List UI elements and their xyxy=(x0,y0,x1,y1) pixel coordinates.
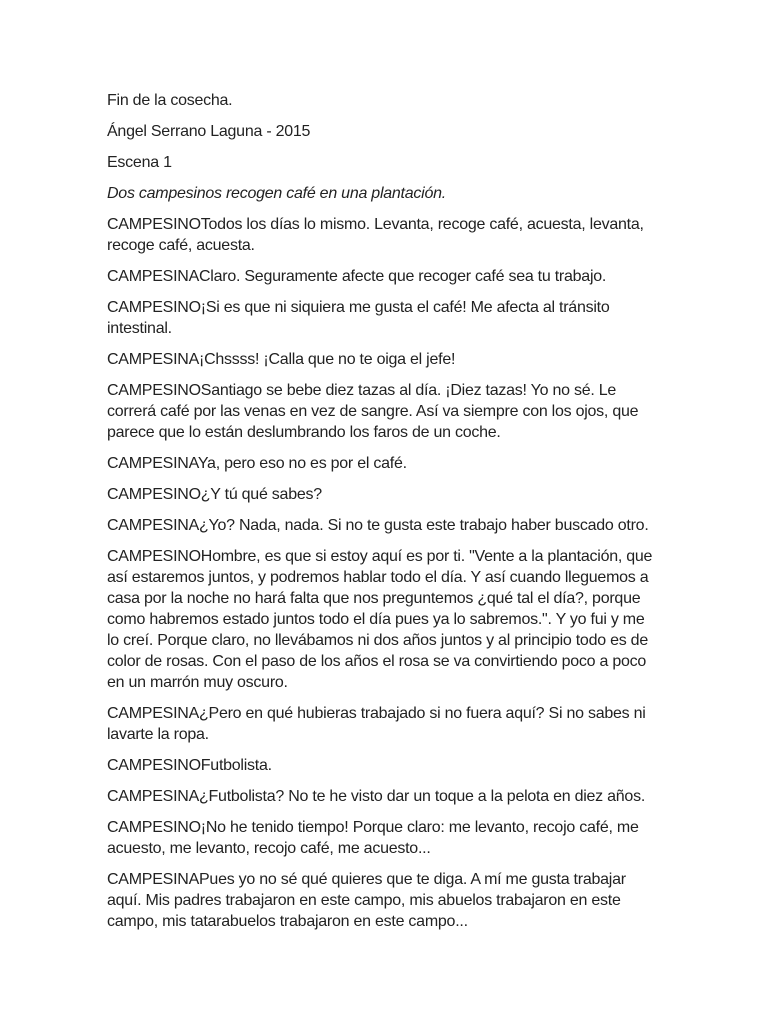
dialogue-line xyxy=(107,515,659,536)
dialogue-line xyxy=(107,380,659,443)
dialogue-text: ¡No he tenido tiempo! Porque claro: me levanto, recojo café, me acuesto, me levanto, recojo café, me acuesto... xyxy=(107,819,639,857)
document-page xyxy=(107,90,659,942)
speaker-name: CAMPESINA xyxy=(107,351,199,368)
dialogue-text: ¿Futbolista? No te he visto dar un toque a la pelota en diez años. xyxy=(199,788,646,805)
dialogue-line xyxy=(107,349,659,370)
document-title: Fin de la cosecha. xyxy=(107,92,233,109)
speaker-name: CAMPESINO xyxy=(107,548,201,565)
speaker-name: CAMPESINO xyxy=(107,382,201,399)
dialogue-text: Futbolista. xyxy=(200,757,272,774)
dialogue-text: ¿Yo? Nada, nada. Si no te gusta este trabajo haber buscado otro. xyxy=(199,517,649,534)
scene-heading: Escena 1 xyxy=(107,154,172,171)
dialogue-line xyxy=(107,214,659,256)
dialogue-line xyxy=(107,266,659,287)
dialogue-line xyxy=(107,703,659,745)
speaker-name: CAMPESINO xyxy=(107,216,201,233)
document-author: Ángel Serrano Laguna - 2015 xyxy=(107,123,311,140)
speaker-name: CAMPESINO xyxy=(107,757,201,774)
speaker-name: CAMPESINA xyxy=(107,517,199,534)
dialogue-list xyxy=(107,214,659,932)
dialogue-line xyxy=(107,786,659,807)
speaker-name: CAMPESINO xyxy=(107,299,201,316)
dialogue-text: ¡Si es que ni siquiera me gusta el café! Me afecta al tránsito intestinal. xyxy=(107,299,610,337)
stage-direction: Dos campesinos recogen café en una plantación. xyxy=(107,185,446,202)
dialogue-text: Claro. Seguramente afecte que recoger café sea tu trabajo. xyxy=(199,268,607,285)
dialogue-line xyxy=(107,453,659,474)
dialogue-line xyxy=(107,755,659,776)
dialogue-text: Ya, pero eso no es por el café. xyxy=(197,455,407,472)
dialogue-text: Santiago se bebe diez tazas al día. ¡Diez tazas! Yo no sé. Le correrá café por las venas en vez de sangre. Así va siempre con los ojos, que parece que lo están deslumbrando los faros de un coche. xyxy=(107,382,639,441)
dialogue-text: Todos los días lo mismo. Levanta, recoge café, acuesta, levanta, recoge café, acuesta. xyxy=(107,216,644,254)
speaker-name: CAMPESINA xyxy=(107,871,199,888)
dialogue-line xyxy=(107,484,659,505)
dialogue-text: ¿Pero en qué hubieras trabajado si no fuera aquí? Si no sabes ni lavarte la ropa. xyxy=(107,705,646,743)
speaker-name: CAMPESINA xyxy=(107,705,199,722)
dialogue-text: Hombre, es que si estoy aquí es por ti. "Vente a la plantación, que así estaremos juntos, y podremos hablar todo el día. Y así cuando lleguemos a casa por la noche no hará falta que nos preguntemos ¿qué tal el día?, porque como habremos estado juntos todo el día pues ya lo sabremos.". Y yo fui y me lo creí. Porque claro, no llevábamos ni dos años juntos y al principio todo es de color de rosas. Con el paso de los años el rosa se va convirtiendo poco a poco en un marrón muy oscuro. xyxy=(107,548,653,691)
dialogue-line xyxy=(107,869,659,932)
dialogue-text: ¡Chssss! ¡Calla que no te oiga el jefe! xyxy=(199,351,456,368)
dialogue-text: Pues yo no sé qué quieres que te diga. A mí me gusta trabajar aquí. Mis padres trabajaron en este campo, mis abuelos trabajaron en este campo, mis tatarabuelos trabajaron en este campo... xyxy=(107,871,626,930)
speaker-name: CAMPESINA xyxy=(107,455,198,472)
speaker-name: CAMPESINA xyxy=(107,268,199,285)
speaker-name: CAMPESINO xyxy=(107,486,201,503)
speaker-name: CAMPESINA xyxy=(107,788,199,805)
dialogue-line xyxy=(107,546,659,693)
dialogue-text: ¿Y tú qué sabes? xyxy=(200,486,322,503)
speaker-name: CAMPESINO xyxy=(107,819,201,836)
dialogue-line xyxy=(107,817,659,859)
dialogue-line xyxy=(107,297,659,339)
